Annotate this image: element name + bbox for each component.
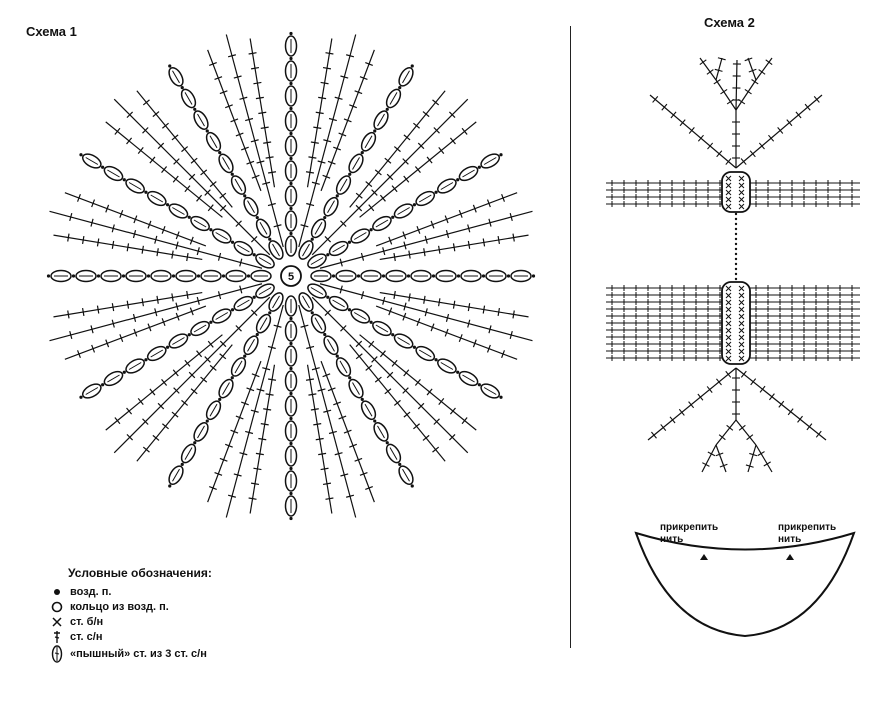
dc-stitch-ray [714, 79, 736, 110]
legend [48, 566, 212, 664]
dc-stitch-ray [736, 95, 822, 168]
dc-stitch-ray [736, 79, 758, 110]
sc-column-top [722, 172, 750, 212]
dc-stitch-spoke [106, 91, 270, 255]
legend-item: ст. б/н [48, 614, 212, 629]
dc-stitch-ray [756, 445, 772, 472]
scheme-2-motif [606, 58, 860, 472]
sc-column-bottom [722, 282, 750, 364]
dc-stitch-ray [702, 445, 716, 472]
scheme-1-title: Схема 1 [26, 24, 77, 39]
dc-stitch-ray [736, 420, 756, 445]
legend-title: Условные обозначения: [68, 566, 212, 580]
attach-label-right: прикрепить нить [778, 522, 837, 545]
dc-stitch-ray [732, 60, 741, 110]
attach-arrow-left [700, 554, 708, 560]
legend-item: возд. п. [48, 584, 212, 599]
dc-stitch-ray [732, 368, 740, 420]
stitch-row-block [750, 180, 860, 207]
puff-stitch-spoke [311, 271, 535, 282]
dc-stitch-ray [716, 445, 728, 472]
stitch-row-block [606, 180, 722, 207]
dc-stitch-ray [736, 368, 826, 440]
attach-arrow-right [786, 554, 794, 560]
dc-stitch-spoke [106, 297, 270, 461]
legend-item: ст. с/н [48, 629, 212, 644]
ring-icon [48, 599, 66, 614]
legend-item: кольцо из возд. п. [48, 599, 212, 614]
dc-stitch-spoke [312, 297, 476, 461]
dc-stitch-ray [715, 58, 726, 80]
puff-stitch-spoke [286, 32, 297, 256]
puff-stitch-spoke [286, 296, 297, 520]
stitch-row-block [606, 285, 722, 361]
dc-stitch-ray [716, 420, 736, 445]
puff-stitch-spoke [47, 271, 271, 282]
scheme-1-round-motif [47, 32, 535, 520]
dc-stitch-ray [700, 58, 716, 80]
dc-stitch-ray [756, 58, 772, 80]
dc-stitch-ray [745, 58, 757, 80]
legend-item: «пышный» ст. из 3 ст. с/н [48, 644, 212, 664]
stitch-row-block [750, 285, 860, 361]
dc-stitch-ray [650, 95, 736, 168]
dc-stitch-spoke [312, 91, 476, 255]
cross-icon [48, 614, 66, 629]
dc-stitch-icon [48, 629, 66, 644]
dot-icon [48, 584, 66, 599]
dc-stitch-ray [746, 445, 757, 472]
dc-stitch-ray [732, 110, 740, 168]
attach-label-left: прикрепить нить [660, 522, 719, 545]
scheme-2-title: Схема 2 [704, 15, 755, 30]
center-ring-label: 5 [287, 271, 295, 283]
bowl-outline [636, 533, 854, 636]
dc-stitch-ray [648, 368, 736, 440]
puff-stitch-icon [48, 647, 66, 662]
